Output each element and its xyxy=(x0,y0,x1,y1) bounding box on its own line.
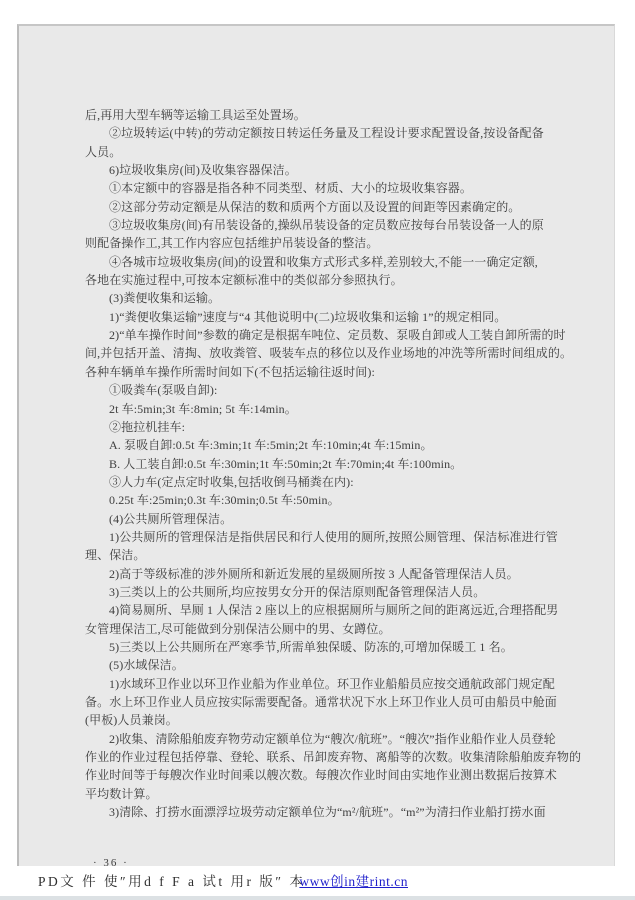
text-line: ③人力车(定点定时收集,包括收倒马桶粪在内): xyxy=(109,474,354,489)
watermark-text: PD文 件 使″用d f F a 试t 用r 版″ 本 xyxy=(38,874,306,889)
text-line: 则配备操作工,其工作内容应包括维护吊装设备的整洁。 xyxy=(85,236,379,251)
text-line: 4)简易厕所、旱厕 1 人保洁 2 座以上的应根据厕所与厕所之间的距离远近,合理搭配男 xyxy=(109,603,559,618)
text-line: (甲板)人员兼岗。 xyxy=(85,713,178,728)
text-line: 平均数计算。 xyxy=(85,786,158,801)
text-line: B. 人工装自卸:0.5t 车:30min;1t 车:50min;2t 车:70min;4t 车:100min。 xyxy=(109,456,463,471)
text-line: 2t 车:5min;3t 车:8min; 5t 车:14min。 xyxy=(109,401,297,416)
text-line: ②垃圾转运(中转)的劳动定额按日转运任务量及工程设计要求配置设备,按设备配备 xyxy=(109,126,544,141)
text-line: 3)清除、打捞水面漂浮垃圾劳动定额单位为“m²/航班”。“m²”为清扫作业船打捞水面 xyxy=(109,805,546,820)
text-line: 各地在实施过程中,可按本定额标准中的类似部分参照执行。 xyxy=(85,273,403,288)
text-line: ②这部分劳动定额是从保洁的数和质两个方面以及设置的间距等因素确定的。 xyxy=(109,199,521,214)
text-line: 作业的作业过程包括停靠、登轮、联系、吊卸废弃物、离船等的次数。收集清除船舶废弃物的 xyxy=(85,750,582,765)
text-line: 人员。 xyxy=(85,144,122,159)
pdf-trial-watermark xyxy=(38,870,408,890)
text-line: ①吸粪车(泵吸自卸): xyxy=(109,383,218,398)
text-line: 1)“粪便收集运输”速度与“4 其他说明中(二)垃圾收集和运输 1”的规定相同。 xyxy=(109,309,507,324)
text-line: 备。水上环卫作业人员应按实际需要配备。通常状况下水上环卫作业人员可由船员中舱面 xyxy=(85,695,557,709)
text-line: 2)收集、清除船舶废弃物劳动定额单位为“艘次/航班”。“艘次”指作业船作业人员登轮 xyxy=(109,731,556,746)
text-line: 1)水域环卫作业以环卫作业船为作业单位。环卫作业船船员应按交通航政部门规定配 xyxy=(109,676,555,691)
text-line: 理、保洁。 xyxy=(85,548,146,563)
text-line: (3)粪便收集和运输。 xyxy=(109,291,221,306)
text-line: 女管理保洁工,尽可能做到分别保洁公厕中的男、女蹲位。 xyxy=(85,621,391,636)
text-line: ①本定额中的容器是指各种不同类型、材质、大小的垃圾收集容器。 xyxy=(109,181,473,196)
text-line: 3)三类以上的公共厕所,均应按男女分开的保洁原则配备管理保洁人员。 xyxy=(109,584,486,599)
page-text xyxy=(85,106,582,821)
text-line: (4)公共厕所管理保洁。 xyxy=(109,511,233,526)
text-line: 5)三类以上公共厕所在严寒季节,所需单独保暖、防冻的,可增加保暖工 1 名。 xyxy=(109,639,513,654)
text-line: (5)水域保洁。 xyxy=(109,658,184,673)
text-line: A. 泵吸自卸:0.5t 车:3min;1t 车:5min;2t 车:10min;4t 车:15min。 xyxy=(109,438,433,453)
text-line: 0.25t 车:25min;0.3t 车:30min;0.5t 车:50min。 xyxy=(109,493,340,508)
fineprint-link[interactable]: www创in建rint.cn xyxy=(299,874,408,889)
text-line: ③垃圾收集房(间)有吊装设备的,操纵吊装设备的定员数应按每台吊装设备一人的原 xyxy=(109,218,544,233)
text-line: 2)高于等级标准的涉外厕所和新近发展的星级厕所按 3 人配备管理保洁人员。 xyxy=(109,566,519,581)
window-bottom-edge xyxy=(0,896,635,900)
scanned-document-page xyxy=(17,24,615,869)
text-line: 1)公共厕所的管理保洁是指供居民和行人使用的厕所,按照公厕管理、保洁标准进行管 xyxy=(109,529,558,544)
text-line: 后,再用大型车辆等运输工具运至处置场。 xyxy=(85,108,306,122)
text-line: ④各城市垃圾收集房(间)的设置和收集方式形式多样,差别较大,不能一一确定定额, xyxy=(109,254,538,269)
page-number: · 36 · xyxy=(93,857,129,869)
text-line: 间,并包括开盖、清掏、放收粪管、吸装车点的移位以及作业场地的冲洗等所需时间组成的。 xyxy=(85,346,573,361)
text-line: 2)“单车操作时间”参数的确定是根据车吨位、定员数、泵吸自卸或人工装自卸所需的时 xyxy=(109,328,566,343)
text-line: 作业时间等于每艘次作业时间乘以艘次数。每艘次作业时间由实地作业测出数据后按算术 xyxy=(85,768,557,783)
text-line: 6)垃圾收集房(间)及收集容器保洁。 xyxy=(109,163,297,178)
text-line: 各种车辆单车操作所需时间如下(不包括运输往返时间): xyxy=(85,364,375,379)
text-line: ②拖拉机挂车: xyxy=(109,419,186,434)
